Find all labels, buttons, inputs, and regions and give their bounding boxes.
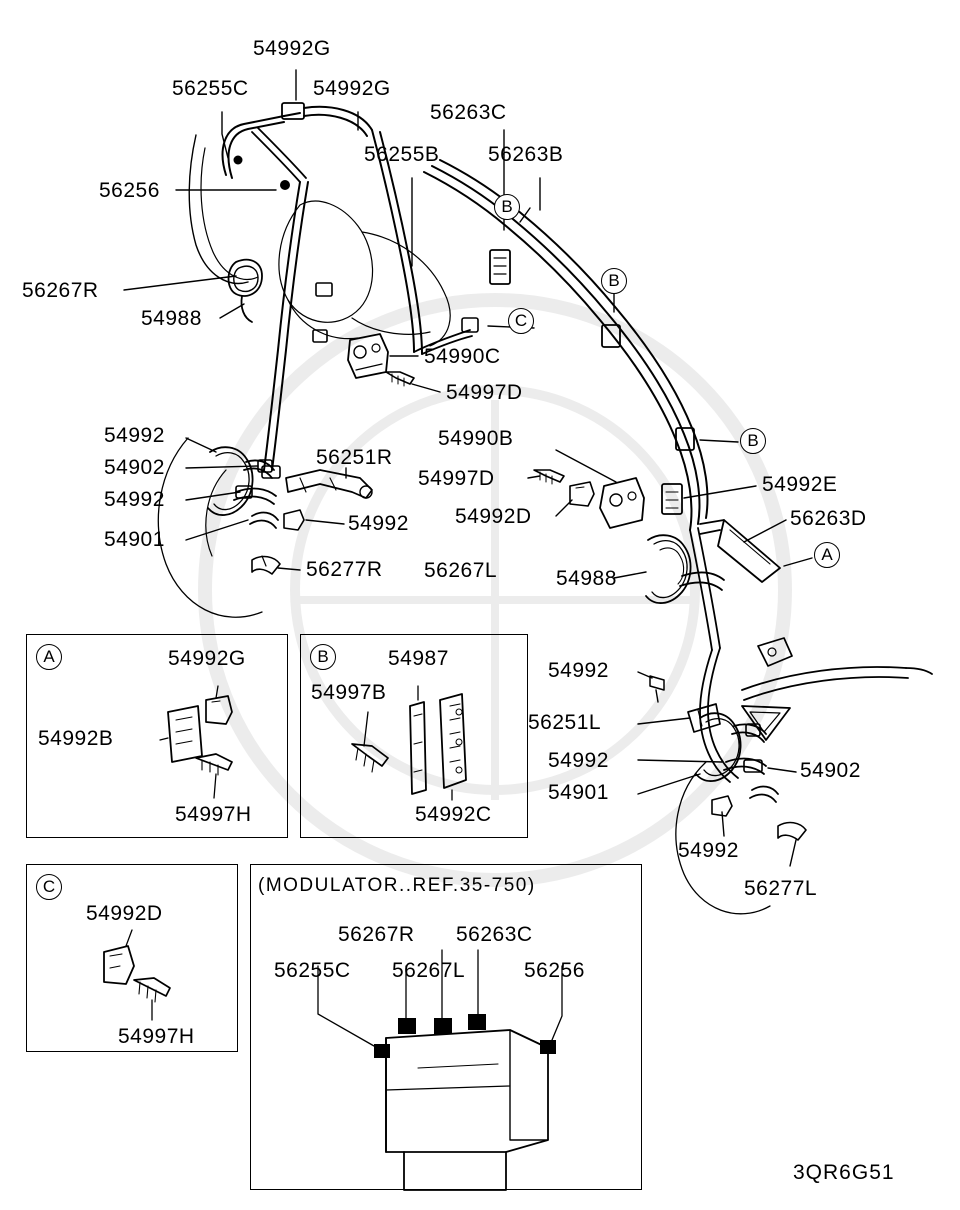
panel-a-callout: A xyxy=(36,644,62,670)
label-56267r: 56267R xyxy=(22,279,99,302)
panel-a-label-54992g: 54992G xyxy=(168,647,246,670)
label-54902-left: 54902 xyxy=(104,456,165,479)
label-54992g-right: 54992G xyxy=(313,77,391,100)
label-54988-right: 54988 xyxy=(556,567,617,590)
label-54997d-right: 54997D xyxy=(418,467,495,490)
panel-modulator-label-56255c: 56255C xyxy=(274,959,351,982)
label-54992d: 54992D xyxy=(455,505,532,528)
label-56255b: 56255B xyxy=(364,143,440,166)
label-56251r: 56251R xyxy=(316,446,393,469)
label-54992-l2: 54992 xyxy=(104,488,165,511)
label-54992g-top: 54992G xyxy=(253,37,331,60)
label-54990c: 54990C xyxy=(424,345,501,368)
label-54992-clip: 54992 xyxy=(348,512,409,535)
label-56277l: 56277L xyxy=(744,877,818,900)
label-54988-left: 54988 xyxy=(141,307,202,330)
label-56263d: 56263D xyxy=(790,507,867,530)
callout-a-main: A xyxy=(814,542,840,568)
panel-modulator-label-56263c: 56263C xyxy=(456,923,533,946)
callout-b-low: B xyxy=(740,428,766,454)
panel-modulator-label-56267l: 56267L xyxy=(392,959,466,982)
label-54992e: 54992E xyxy=(762,473,838,496)
panel-modulator-label-56267r: 56267R xyxy=(338,923,415,946)
panel-b-label-54997b: 54997B xyxy=(311,681,387,704)
label-54997d-left: 54997D xyxy=(446,381,523,404)
panel-b-label-54992c: 54992C xyxy=(415,803,492,826)
label-54992-l1: 54992 xyxy=(104,424,165,447)
label-54992-r2: 54992 xyxy=(548,749,609,772)
panel-a-label-54992b: 54992B xyxy=(38,727,114,750)
label-54901-right: 54901 xyxy=(548,781,609,804)
panel-modulator-label-56256: 56256 xyxy=(524,959,585,982)
callout-c-main: C xyxy=(508,308,534,334)
panel-c-callout: C xyxy=(36,874,62,900)
label-54990b: 54990B xyxy=(438,427,514,450)
label-56277r: 56277R xyxy=(306,558,383,581)
panel-a-label-54997h: 54997H xyxy=(175,803,252,826)
label-56267l: 56267L xyxy=(424,559,498,582)
label-56263b: 56263B xyxy=(488,143,564,166)
label-56255c: 56255C xyxy=(172,77,249,100)
callout-b-mid: B xyxy=(601,268,627,294)
label-54992-r1: 54992 xyxy=(548,659,609,682)
panel-c-label-54997h: 54997H xyxy=(118,1025,195,1048)
label-56256: 56256 xyxy=(99,179,160,202)
panel-b-callout: B xyxy=(310,644,336,670)
panel-modulator-title: (MODULATOR..REF.35-750) xyxy=(258,875,536,896)
panel-b-label-54987: 54987 xyxy=(388,647,449,670)
label-54901-left: 54901 xyxy=(104,528,165,551)
sheet-code: 3QR6G51 xyxy=(793,1161,895,1184)
label-56263c: 56263C xyxy=(430,101,507,124)
panel-c-label-54992d: 54992D xyxy=(86,902,163,925)
label-54902-right: 54902 xyxy=(800,759,861,782)
callout-b-top: B xyxy=(494,194,520,220)
label-54992-r3: 54992 xyxy=(678,839,739,862)
label-56251l: 56251L xyxy=(528,711,602,734)
